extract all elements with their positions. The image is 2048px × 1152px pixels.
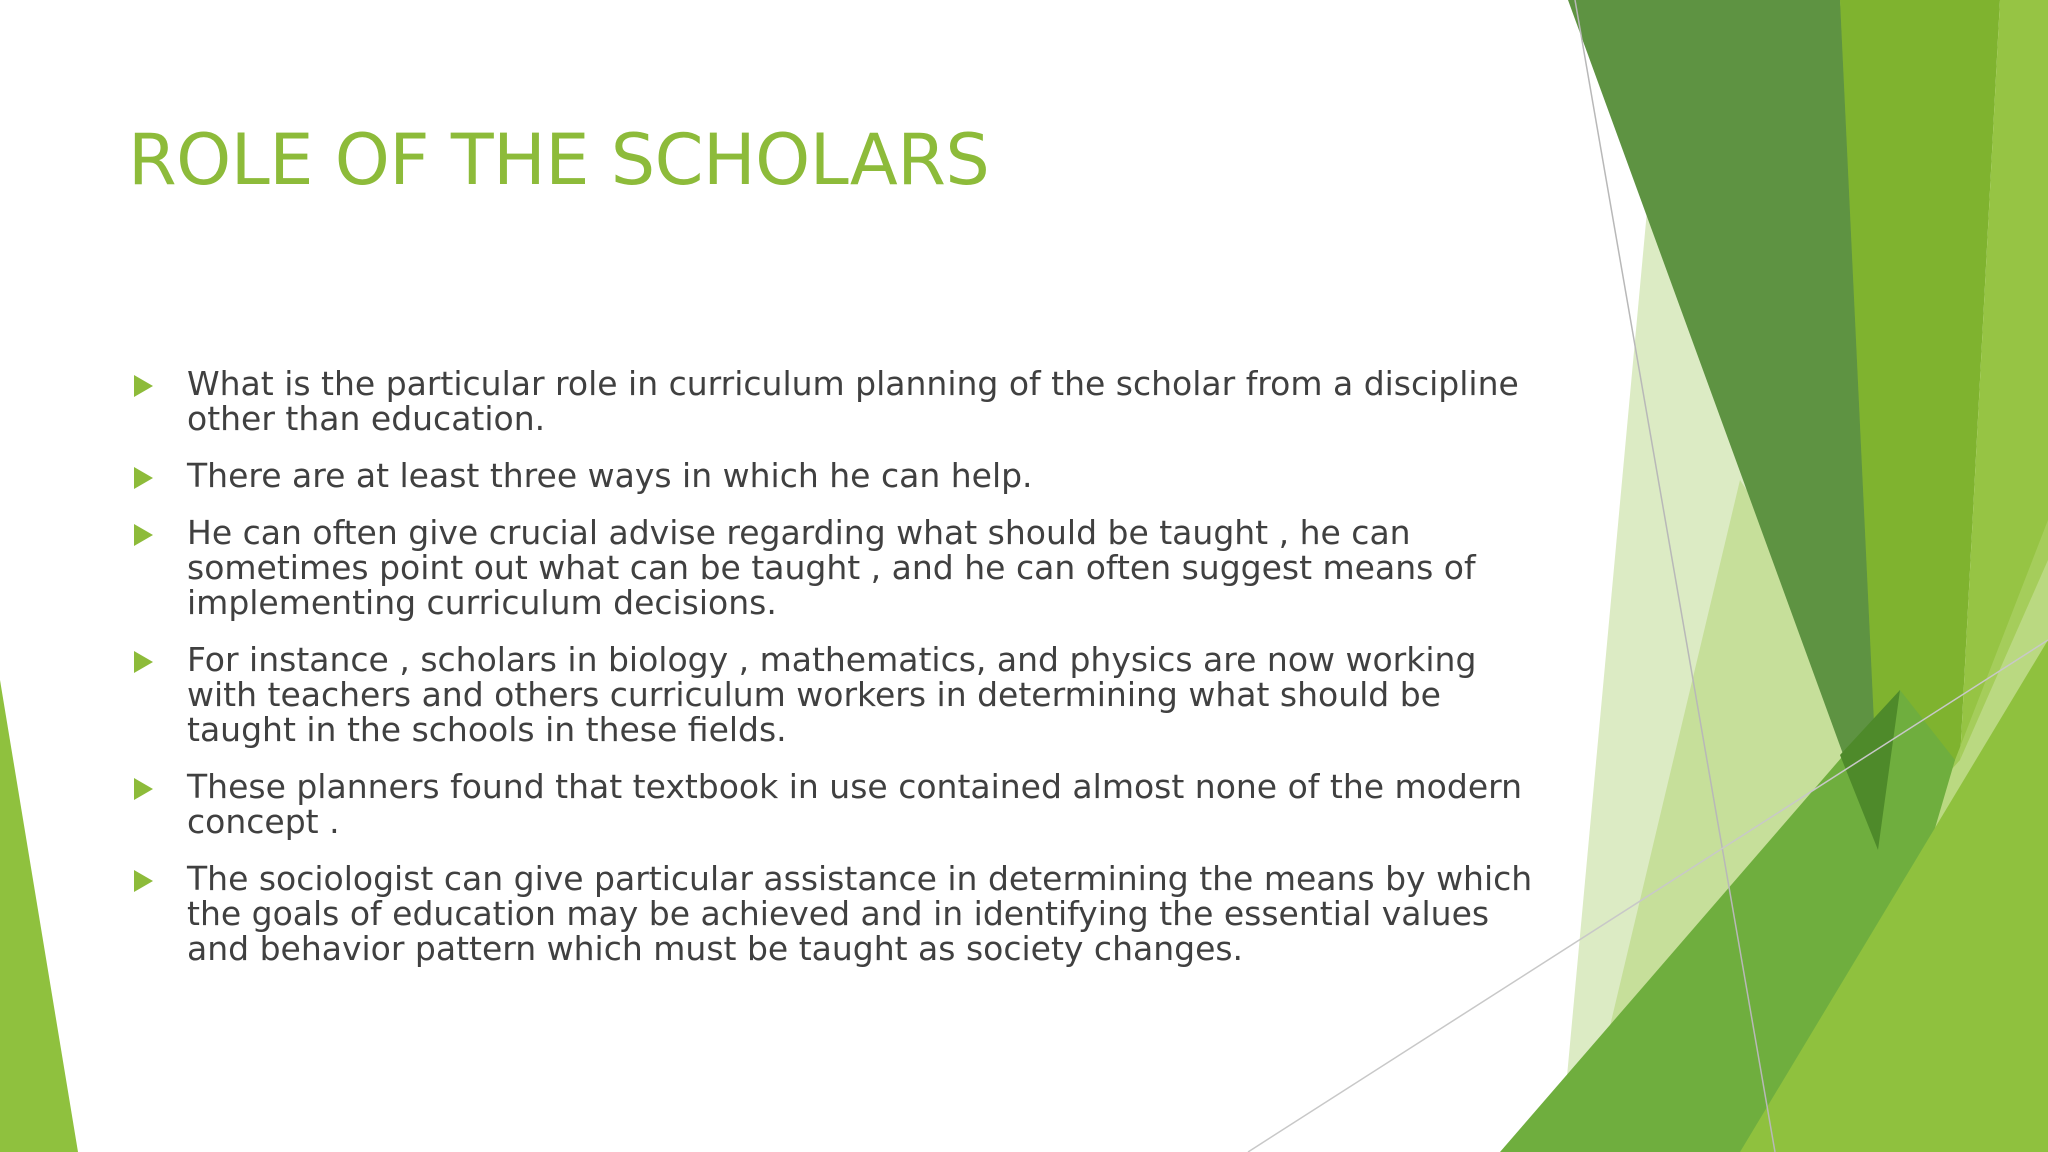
bullet-item — [128, 366, 1548, 436]
triangle-bullet-icon — [134, 778, 153, 800]
bullet-item — [128, 861, 1548, 966]
bullet-text: The sociologist can give particular assistance in determining the means by which the goals of education may be achieved and in identifying the essential values and behavior pattern which must be taught as society changes. — [187, 859, 1533, 968]
bullet-item — [128, 458, 1548, 493]
bullet-text: For instance , scholars in biology , mathematics, and physics are now working with teachers and others curriculum workers in determining what should be taught in the schools in these fields. — [187, 640, 1477, 749]
bullet-item — [128, 515, 1548, 620]
bullet-text: There are at least three ways in which he can help. — [187, 456, 1033, 495]
left-green-sliver — [0, 680, 78, 1152]
bullet-text: These planners found that textbook in use contained almost none of the modern concept . — [187, 767, 1523, 841]
triangle-bullet-icon — [134, 375, 153, 397]
triangle-bullet-icon — [134, 524, 153, 546]
slide-title: ROLE OF THE SCHOLARS — [128, 119, 990, 201]
bullet-text: He can often give crucial advise regarding what should be taught , he can sometimes point out what can be taught , and he can often suggest means of implementing curriculum decisions. — [187, 513, 1476, 622]
triangle-bullet-icon — [134, 870, 153, 892]
triangle-bullet-icon — [134, 467, 153, 489]
bullet-text: What is the particular role in curriculum planning of the scholar from a discipline other than education. — [187, 364, 1519, 438]
bullet-item — [128, 769, 1548, 839]
bullet-list — [128, 366, 1548, 988]
bullet-item — [128, 642, 1548, 747]
triangle-bullet-icon — [134, 651, 153, 673]
